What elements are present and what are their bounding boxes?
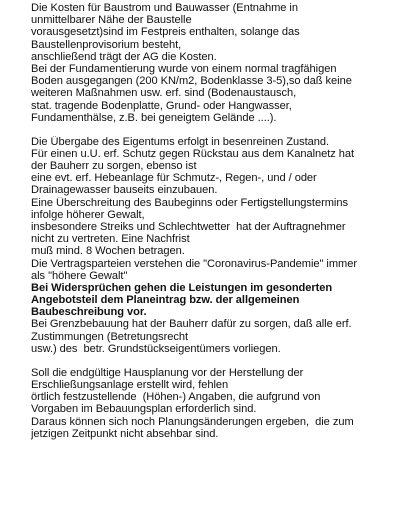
text-line: weiteren Maßnahmen usw. erf. sind (Bodenaustausch, bbox=[31, 87, 297, 100]
text-line: vorausgesetzt)sind im Festpreis enthalten, solange das bbox=[31, 26, 300, 39]
text-line: unmittelbarer Nähe der Baustelle bbox=[31, 14, 192, 27]
text-line: stat. tragende Bodenplatte, Grund- oder Hangwasser, bbox=[31, 99, 292, 112]
text-line: Boden ausgegangen (200 KN/m2, Bodenklasse 3-5),so daß keine bbox=[31, 75, 352, 88]
text-line: örtlich festzustellende (Höhen-) Angaben, die aufgrund von bbox=[31, 391, 321, 404]
paragraph-utilities-foundation bbox=[31, 2, 397, 124]
text-line: nicht zu vertreten. Eine Nachfrist bbox=[31, 233, 190, 246]
paragraph-handover-conditions bbox=[31, 136, 397, 355]
bold-text-line: Angebotsteil dem Planeintrag bzw. der allgemeinen bbox=[31, 294, 300, 307]
text-line: Erschließungsanlage erstellt wird, fehlen bbox=[31, 379, 229, 392]
text-line: der Bauherr zu sorgen, ebenso ist bbox=[31, 160, 197, 173]
text-line: als "höhere Gewalt" bbox=[31, 269, 128, 282]
text-line: Zustimmungen (Betretungsrecht bbox=[31, 330, 189, 343]
text-line: Fundamenthälse, z.B. bei geneigtem Gelände ....). bbox=[31, 111, 277, 124]
text-line: eine evt. erf. Hebeanlage für Schmutz-, Regen-, und / oder bbox=[31, 172, 317, 185]
paragraph-spacer bbox=[31, 355, 397, 367]
text-line: anschließend trägt der AG die Kosten. bbox=[31, 50, 217, 63]
text-line: Die Kosten für Baustrom und Bauwasser (Entnahme in bbox=[31, 2, 298, 14]
text-line: muß mind. 8 Wochen betragen. bbox=[31, 245, 185, 258]
bold-text-line: Bei Widersprüchen gehen die Leistungen im gesonderten bbox=[31, 281, 333, 294]
text-line: jetzigen Zeitpunkt nicht absehbar sind. bbox=[31, 427, 219, 440]
paragraph-planning-changes bbox=[31, 367, 397, 440]
text-line: Für einen u.U. erf. Schutz gegen Rückstau aus dem Kanalnetz hat bbox=[31, 147, 355, 160]
text-line: Die Übergabe des Eigentums erfolgt in besenreinen Zustand. bbox=[31, 135, 330, 148]
text-line: Eine Überschreitung des Baubeginns oder Fertigstellungstermins bbox=[31, 196, 348, 209]
text-line: insbesondere Streiks und Schlechtwetter hat der Auftragnehmer bbox=[31, 220, 346, 233]
text-line: Bei Grenzbebauung hat der Bauherr dafür zu sorgen, daß alle erf. bbox=[31, 318, 352, 331]
bold-text-line: Baubeschreibung vor. bbox=[31, 306, 147, 319]
text-line: usw.) des betr. Grundstückseigentümers vorliegen. bbox=[31, 342, 281, 355]
text-line: Bei der Fundamentierung wurde von einem normal tragfähigen bbox=[31, 62, 337, 75]
text-line: Soll die endgültige Hausplanung vor der Herstellung der bbox=[31, 366, 304, 379]
text-line: Drainagewasser bauseits einzubauen. bbox=[31, 184, 218, 197]
text-line: Vorgaben im Bebauungsplan erforderlich sind. bbox=[31, 403, 257, 416]
text-line: Baustellenprovisorium besteht, bbox=[31, 38, 182, 51]
text-line: Daraus können sich noch Planungsänderungen ergeben, die zum bbox=[31, 415, 354, 428]
text-line: infolge höherer Gewalt, bbox=[31, 208, 145, 221]
paragraph-spacer bbox=[31, 124, 397, 136]
text-line: Die Vertragsparteien verstehen die "Coronavirus-Pandemie" immer bbox=[31, 257, 357, 270]
